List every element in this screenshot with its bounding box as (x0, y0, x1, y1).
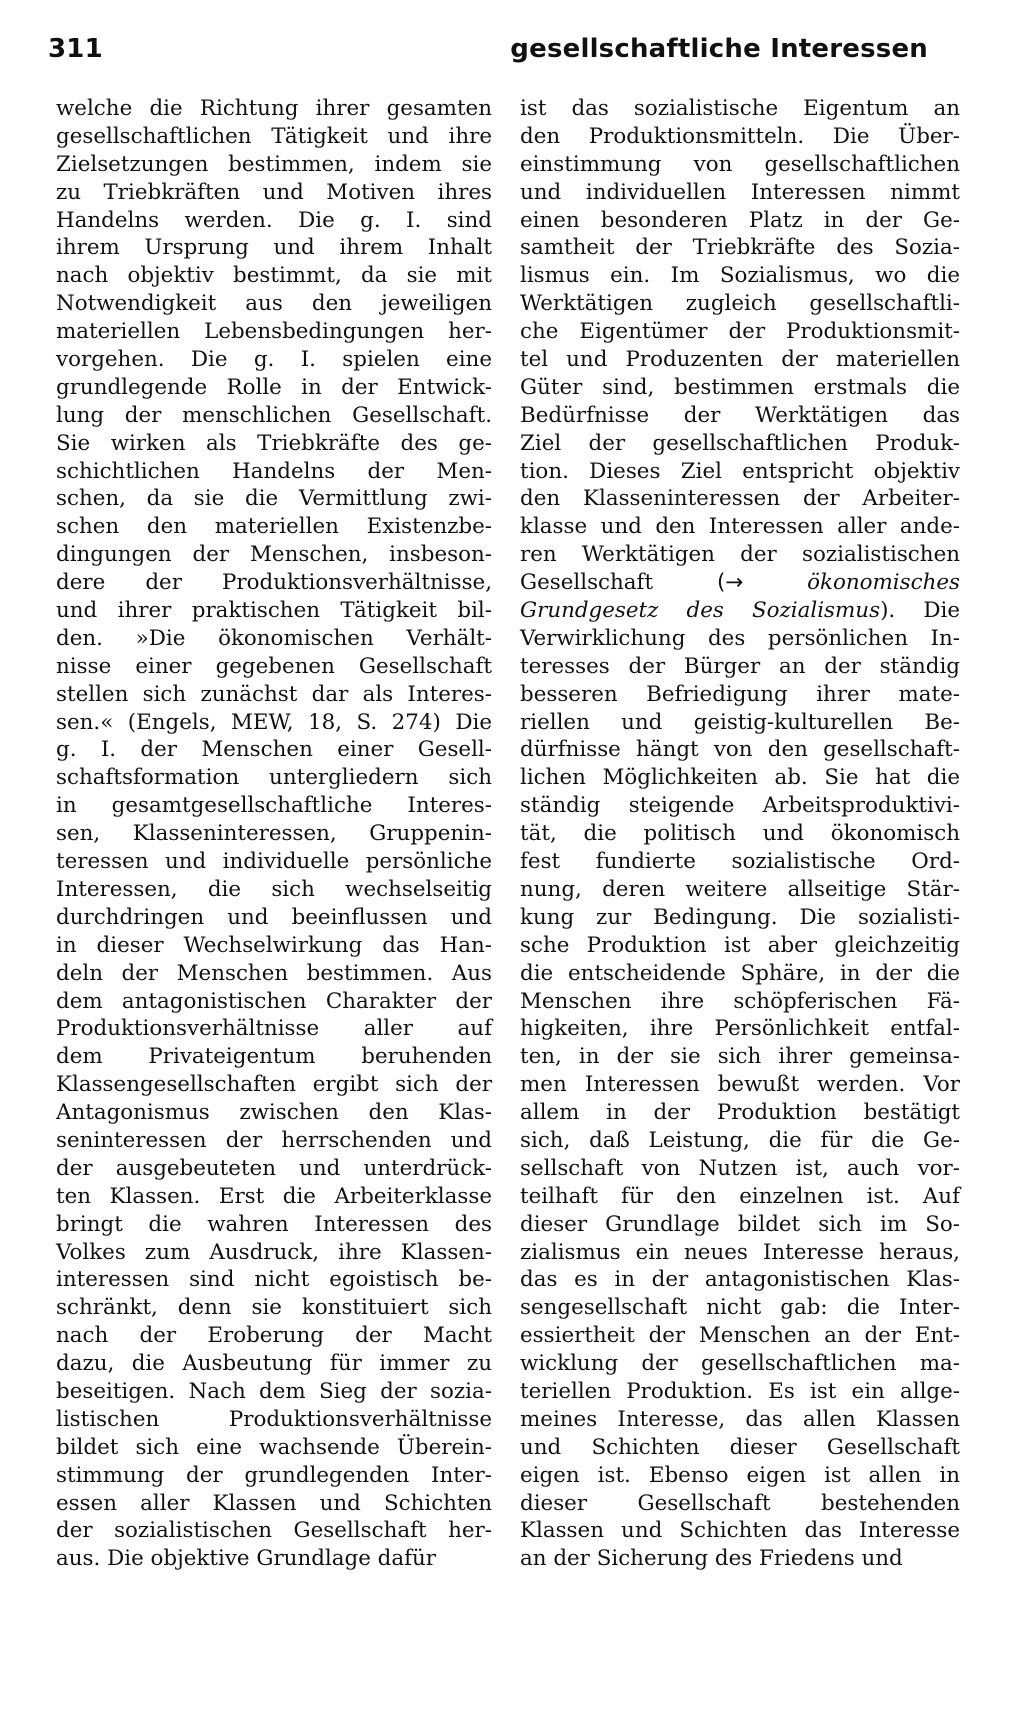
text-line: die entscheidende Sphäre, in der die (520, 960, 960, 986)
text-line: nach der Eroberung der Macht (56, 1323, 492, 1349)
text-line: besseren Befriedigung ihrer mate- (520, 681, 960, 707)
text-line: men Interessen bewußt werden. Vor (520, 1072, 960, 1098)
text-line: Werktätigen zugleich gesellschaftli- (520, 291, 960, 317)
text-line: lichen Möglichkeiten ab. Sie hat die (520, 765, 960, 791)
text-line: tion. Dieses Ziel entspricht objektiv (520, 458, 960, 484)
text-line: sen, Klasseninteressen, Gruppenin- (56, 821, 492, 847)
text-line: teriellen Produktion. Es ist ein allge- (520, 1378, 960, 1404)
text-line: Klassen und Schichten das Interesse (520, 1518, 960, 1544)
text-line: kung zur Bedingung. Die sozialisti- (520, 904, 960, 930)
text-line: den Produktionsmitteln. Die Über- (520, 123, 960, 149)
text-line: eigen ist. Ebenso eigen ist allen in (520, 1462, 960, 1488)
cross-reference-arrow-icon: (→ (716, 570, 744, 596)
text-line: aus. Die objektive Grundlage dafür (56, 1546, 437, 1572)
text-line: an der Sicherung des Friedens und (520, 1546, 903, 1572)
text-line: nung, deren weitere allseitige Stär- (520, 876, 960, 902)
text-line: teresses der Bürger an der ständig (520, 653, 960, 679)
text-line: ren Werktätigen der sozialistischen (520, 542, 960, 568)
text-line: bildet sich eine wachsende Überein- (56, 1434, 492, 1460)
text-line: Volkes zum Ausdruck, ihre Klassen- (56, 1239, 492, 1265)
text-line: sengesellschaft nicht gab: die Inter- (520, 1295, 960, 1321)
text-line: in dieser Wechselwirkung das Han- (56, 932, 492, 958)
text-line: tel und Produzenten der materiellen (520, 347, 960, 373)
text-line: dem antagonistischen Charakter der (56, 988, 492, 1014)
text-line: dere der Produktionsverhältnisse, (56, 570, 492, 596)
text-line: und Schichten dieser Gesellschaft (520, 1434, 960, 1460)
text-line: schichtlichen Handelns der Men- (56, 458, 492, 484)
text-line: vorgehen. Die g. I. spielen eine (56, 347, 492, 373)
text-line: sen.« (Engels, MEW, 18, S. 274) Die (56, 709, 492, 735)
text-line: grundlegende Rolle in der Entwick- (56, 374, 492, 400)
text-line: Güter sind, bestimmen erstmals die (520, 374, 960, 400)
text-line: higkeiten, ihre Persönlichkeit entfal- (520, 1016, 960, 1042)
text-line: fest fundierte sozialistische Ord- (520, 849, 960, 875)
text-line: Handelns werden. Die g. I. sind (56, 207, 492, 233)
text-line: in gesamtgesellschaftliche Interes- (56, 793, 492, 819)
text-line: zu Triebkräften und Motiven ihres (56, 179, 492, 205)
text-line: interessen sind nicht egoistisch be- (56, 1267, 492, 1293)
text-line: samtheit der Triebkräfte des Sozia- (520, 235, 960, 261)
text-line: sich, daß Leistung, die für die Ge- (520, 1127, 960, 1153)
text-line: einstimmung von gesellschaftlichen (520, 151, 960, 177)
text-line: ständig steigende Arbeitsproduktivi- (520, 793, 960, 819)
left-column (56, 95, 492, 1573)
text-line: Notwendigkeit aus den jeweiligen (56, 291, 492, 317)
text-line: riellen und geistig-kulturellen Be- (520, 709, 960, 735)
text-line: Ziel der gesellschaftlichen Produk- (520, 430, 960, 456)
text-line: dingungen der Menschen, insbeson- (56, 542, 492, 568)
text-line: wicklung der gesellschaftlichen ma- (520, 1351, 960, 1377)
text-line: nach objektiv bestimmt, da sie mit (56, 263, 492, 289)
text-line: teressen und individuelle persönliche (56, 849, 492, 875)
text-line (520, 597, 960, 625)
text-line: sche Produktion ist aber gleichzeitig (520, 932, 960, 958)
cross-reference-lead: Gesellschaft (520, 570, 654, 596)
running-head (48, 32, 928, 72)
text-line: dürfnisse hängt von den gesellschaft- (520, 737, 960, 763)
text-line: g. I. der Menschen einer Gesell- (56, 737, 492, 763)
text-line: tät, die politisch und ökonomisch (520, 821, 960, 847)
text-line: essiertheit der Menschen an der Ent- (520, 1323, 960, 1349)
text-line: allem in der Produktion bestätigt (520, 1100, 960, 1126)
text-line: Produktionsverhältnisse aller auf (56, 1016, 492, 1042)
text-line: dieser Gesellschaft bestehenden (520, 1490, 960, 1516)
text-line: Klassengesellschaften ergibt sich der (56, 1072, 492, 1098)
text-line: sellschaft von Nutzen ist, auch vor- (520, 1155, 960, 1181)
text-line: schen den materiellen Existenzbe- (56, 514, 492, 540)
text-line: durchdringen und beeinflussen und (56, 904, 492, 930)
text-line: welche die Richtung ihrer gesamten (56, 96, 492, 121)
text-line: lismus ein. Im Sozialismus, wo die (520, 263, 960, 289)
text-line: Zielsetzungen bestimmen, indem sie (56, 151, 492, 177)
cross-reference-term[interactable]: ökonomisches (807, 570, 960, 596)
cross-reference-term[interactable]: Grundgesetz des Sozialismus (520, 598, 881, 624)
text-line: essen aller Klassen und Schichten (56, 1490, 492, 1516)
text-line: dieser Grundlage bildet sich im So- (520, 1211, 960, 1237)
text-line: schränkt, denn sie konstituiert sich (56, 1295, 492, 1321)
text-line: gesellschaftlichen Tätigkeit und ihre (56, 123, 492, 149)
text-line (520, 569, 960, 597)
text-line: der ausgebeuteten und unterdrück- (56, 1155, 492, 1181)
text-line: lung der menschlichen Gesellschaft. (56, 402, 492, 428)
text-line: Menschen ihre schöpferischen Fä- (520, 988, 960, 1014)
text-line: einen besonderen Platz in der Ge- (520, 207, 960, 233)
text-line: schaftsformation untergliedern sich (56, 765, 492, 791)
text-line: dazu, die Ausbeutung für immer zu (56, 1351, 492, 1377)
text-line: ten, in der sie sich ihrer gemeinsa- (520, 1044, 960, 1070)
text-line: und individuellen Interessen nimmt (520, 179, 960, 205)
text-line: seninteressen der herrschenden und (56, 1127, 492, 1153)
text-line: materiellen Lebensbedingungen her- (56, 319, 492, 345)
text-line: ten Klassen. Erst die Arbeiterklasse (56, 1183, 492, 1209)
text-line: das es in der antagonistischen Klas- (520, 1267, 960, 1293)
text-line: bringt die wahren Interessen des (56, 1211, 492, 1237)
text-line: stimmung der grundlegenden Inter- (56, 1462, 492, 1488)
text-line: listischen Produktionsverhältnisse (56, 1406, 492, 1432)
text-line: che Eigentümer der Produktionsmit- (520, 319, 960, 345)
page-number: 311 (48, 34, 103, 64)
text-line: Interessen, die sich wechselseitig (56, 876, 492, 902)
right-column (520, 95, 960, 1573)
text-line: Sie wirken als Triebkräfte des ge- (56, 430, 492, 456)
text-line: Verwirklichung des persönlichen In- (520, 625, 960, 651)
text-line: ihrem Ursprung und ihrem Inhalt (56, 235, 492, 261)
text-line: meines Interesse, das allen Klassen (520, 1406, 960, 1432)
text-line: Antagonismus zwischen den Klas- (56, 1100, 492, 1126)
text-line: dem Privateigentum beruhenden (56, 1044, 492, 1070)
cross-reference-close: ). (880, 598, 896, 624)
text-line: nisse einer gegebenen Gesellschaft (56, 653, 492, 679)
text-line: klasse und den Interessen aller ande- (520, 514, 960, 540)
text-line: deln der Menschen bestimmen. Aus (56, 960, 492, 986)
text-line: den Klasseninteressen der Arbeiter- (520, 486, 960, 512)
text-line: stellen sich zunächst dar als Interes- (56, 681, 492, 707)
text-line: Bedürfnisse der Werktätigen das (520, 402, 960, 428)
text-line: schen, da sie die Vermittlung zwi- (56, 486, 492, 512)
text-line: zialismus ein neues Interesse heraus, (520, 1239, 960, 1265)
text-fragment: Die (923, 598, 960, 624)
text-line: und ihrer praktischen Tätigkeit bil- (56, 598, 492, 624)
text-line: ist das sozialistische Eigentum an (520, 96, 960, 121)
header-keyword: gesellschaftliche Interessen (510, 34, 928, 64)
text-line: den. »Die ökonomischen Verhält- (56, 625, 492, 651)
text-line: teilhaft für den einzelnen ist. Auf (520, 1183, 960, 1209)
text-line: beseitigen. Nach dem Sieg der sozia- (56, 1378, 492, 1404)
text-line: der sozialistischen Gesellschaft her- (56, 1518, 492, 1544)
